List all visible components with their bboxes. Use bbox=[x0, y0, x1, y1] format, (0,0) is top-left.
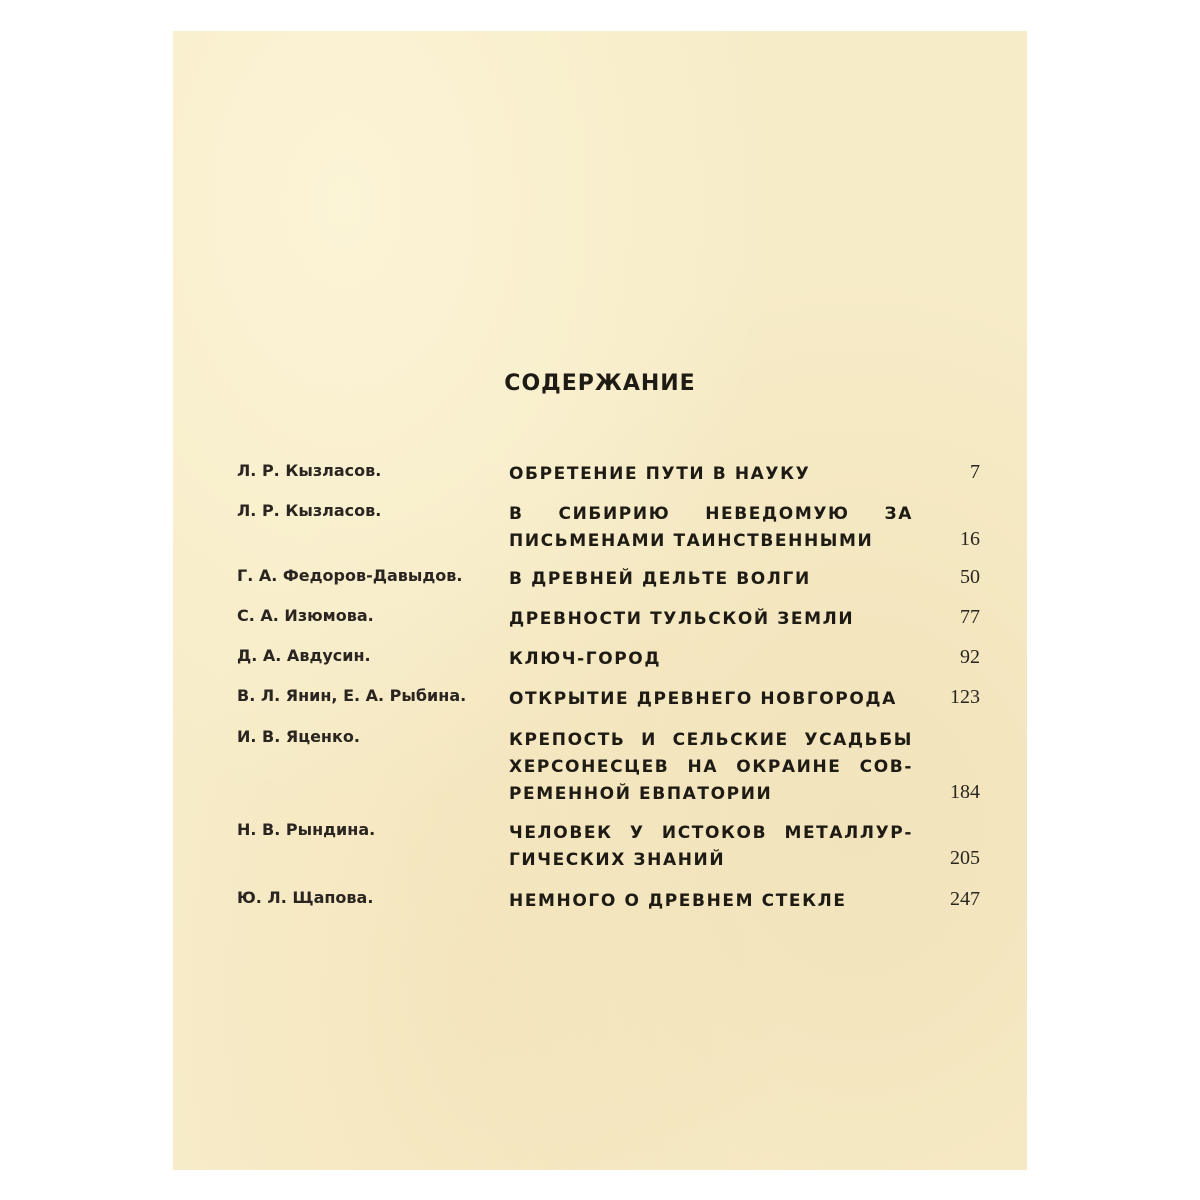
entry-title-line: КРЕПОСТЬ И СЕЛЬСКИЕ УСАДЬБЫ bbox=[509, 730, 913, 750]
entry-page-number: 7 bbox=[970, 461, 980, 483]
entry-page-number: 184 bbox=[950, 781, 980, 803]
entry-title-line: ПИСЬМЕНАМИ ТАИНСТВЕННЫМИ bbox=[509, 531, 874, 551]
entry-author: Л. Р. Кызласов. bbox=[237, 461, 382, 480]
entry-title bbox=[509, 606, 913, 633]
entry-page-number: 16 bbox=[960, 528, 980, 550]
entry-title-line: ЧЕЛОВЕК У ИСТОКОВ МЕТАЛЛУР- bbox=[509, 823, 913, 843]
entry-page-number: 77 bbox=[960, 606, 980, 628]
entry-author: Г. А. Федоров-Давыдов. bbox=[237, 566, 463, 585]
entry-title bbox=[509, 820, 913, 874]
entry-page-number: 247 bbox=[950, 888, 980, 910]
entry-author: И. В. Яценко. bbox=[237, 727, 360, 746]
entry-title-line: ХЕРСОНЕСЦЕВ НА ОКРАИНЕ СОВ- bbox=[509, 757, 913, 777]
entry-title-line: ДРЕВНОСТИ ТУЛЬСКОЙ ЗЕМЛИ bbox=[509, 609, 855, 629]
contents-heading: СОДЕРЖАНИЕ bbox=[504, 371, 696, 396]
entry-author: Ю. Л. Щапова. bbox=[237, 888, 374, 907]
entry-title-line: ОТКРЫТИЕ ДРЕВНЕГО НОВГОРОДА bbox=[509, 689, 897, 709]
entry-title-line: ГИЧЕСКИХ ЗНАНИЙ bbox=[509, 850, 726, 870]
entry-title-line: В СИБИРИЮ НЕВЕДОМУЮ ЗА bbox=[509, 504, 913, 524]
entry-page-number: 205 bbox=[950, 847, 980, 869]
entry-page-number: 92 bbox=[960, 646, 980, 668]
entry-author: Л. Р. Кызласов. bbox=[237, 501, 382, 520]
entry-title-line: НЕМНОГО О ДРЕВНЕМ СТЕКЛЕ bbox=[509, 891, 847, 911]
entry-title bbox=[509, 686, 913, 713]
entry-title-line: В ДРЕВНЕЙ ДЕЛЬТЕ ВОЛГИ bbox=[509, 569, 811, 589]
entry-title bbox=[509, 461, 913, 488]
entry-title-line: КЛЮЧ-ГОРОД bbox=[509, 649, 662, 669]
entry-title bbox=[509, 646, 913, 673]
book-page bbox=[173, 31, 1027, 1170]
entry-title bbox=[509, 566, 913, 593]
entry-author: Д. А. Авдусин. bbox=[237, 646, 371, 665]
entry-title bbox=[509, 727, 913, 808]
entry-title bbox=[509, 501, 913, 555]
entry-author: С. А. Изюмова. bbox=[237, 606, 374, 625]
entry-author: Н. В. Рындина. bbox=[237, 820, 376, 839]
entry-title bbox=[509, 888, 913, 915]
entry-title-line: ОБРЕТЕНИЕ ПУТИ В НАУКУ bbox=[509, 464, 811, 484]
entry-author: В. Л. Янин, Е. А. Рыбина. bbox=[237, 686, 467, 705]
entry-page-number: 123 bbox=[950, 686, 980, 708]
entry-title-line: РЕМЕННОЙ ЕВПАТОРИИ bbox=[509, 784, 773, 804]
entry-page-number: 50 bbox=[960, 566, 980, 588]
